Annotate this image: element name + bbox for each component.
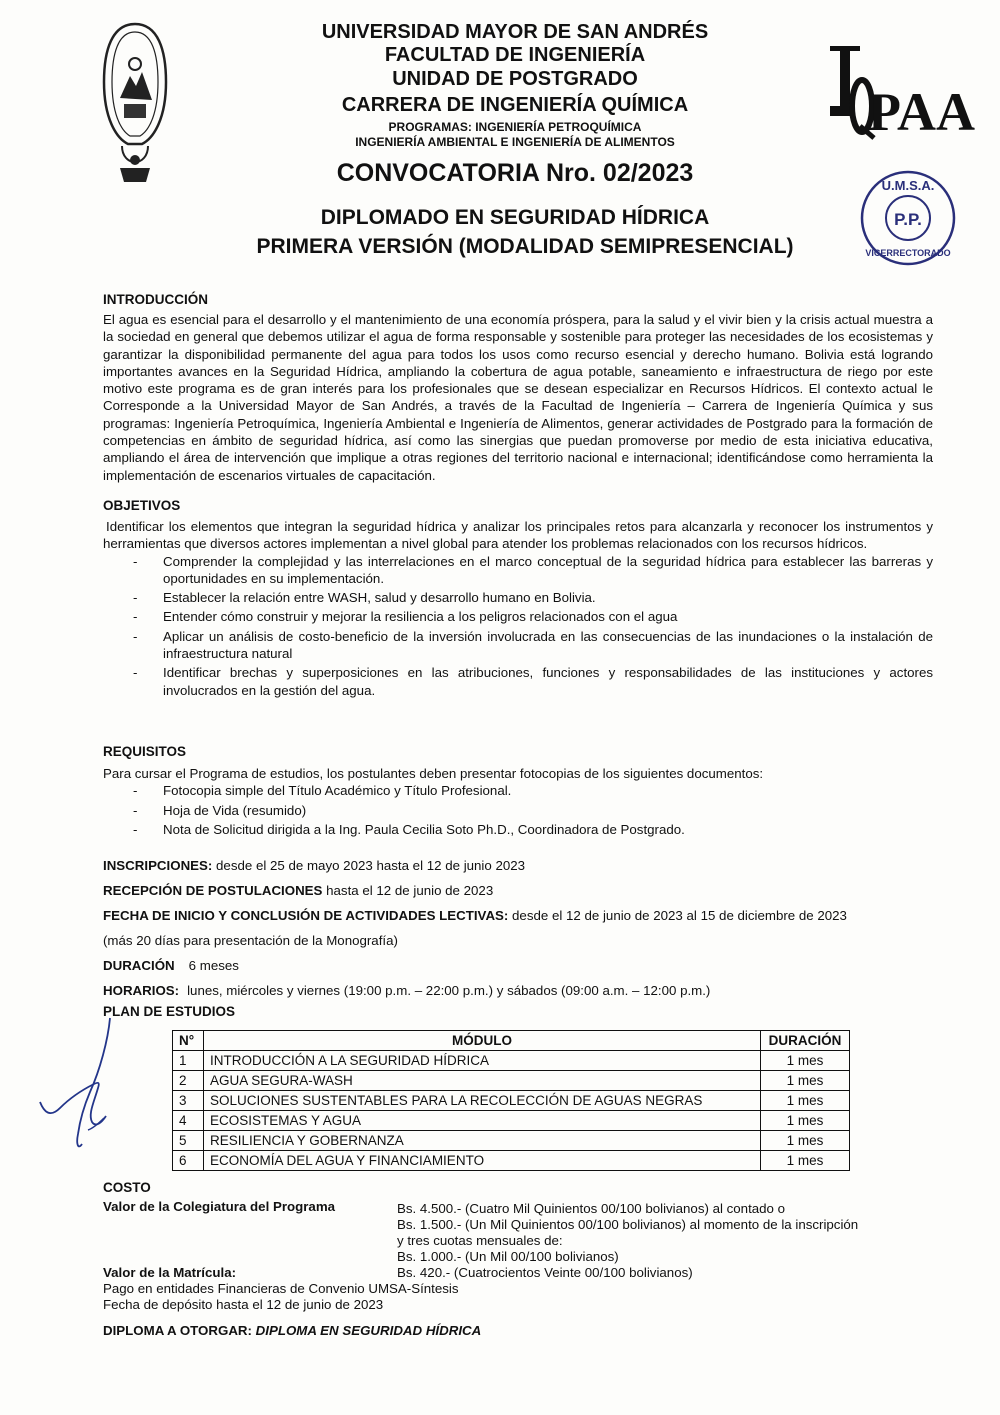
list-item: - Hoja de Vida (resumido): [103, 802, 933, 819]
column-header-duration: DURACIÓN: [761, 1031, 850, 1051]
enrollment-value: Bs. 420.- (Cuatrocientos Veinte 00/100 bolivianos): [397, 1265, 693, 1280]
table-row: [173, 1131, 850, 1151]
cell-number: 4: [173, 1111, 204, 1131]
tuition-line: Bs. 1.000.- (Un Mil 00/100 bolivianos): [397, 1249, 619, 1264]
duration-line: [103, 957, 239, 974]
list-item: - Fotocopia simple del Título Académico y Título Profesional.: [103, 782, 933, 799]
list-item: - Entender cómo construir y mejorar la resiliencia a los peligros relacionados con el agua: [103, 608, 933, 625]
column-header-number: N°: [173, 1031, 204, 1051]
plan-table: [172, 1030, 850, 1171]
dates-value: desde el 12 de junio de 2023 al 15 de diciembre de 2023: [508, 908, 847, 923]
intro-paragraph: El agua es esencial para el desarrollo y el mantenimiento de una economía próspera, para la salud y el vivir bien y la crisis actual muestra a la sociedad en general que debemos utilizar el agua de forma responsable y sostenible para proteger las necesidades de los ecosistemas y garantizar la disponibilidad permanente del agua para todos los usos como recurso esencial y derecho humano. Bolivia está logrando importantes avances en la Seguridad Hídrica, ampliando la cobertura de agua potable, saneamiento e infraestructura de riego por este motivo este programa es de gran interés para los profesionales que se desean especializar en Recursos Hídricos. El contexto actual le Corresponde a la Universidad Mayor de San Andrés, a través de la Facultad de Ingeniería – Carrera de Ingeniería Química y sus programas: Ingeniería Petroquímica, Ingeniería Ambiental e Ingeniería de Alimentos, generar actividades de Postgrado para la formación de competencias en ámbito de seguridad hídrica, así como las sinergias que puedan promoverse por medio de esta iniciativa educativa, ampliando el área de intervención que implique a otras regiones del territorio nacional e internacional; identificándose como herramienta la implementación de escenarios virtuales de capacitación.: [103, 312, 933, 483]
inscriptions-label: INSCRIPCIONES:: [103, 858, 213, 873]
objectives-paragraph: Identificar los elementos que integran la seguridad hídrica y analizar los principales retos para alcanzarla y reconocer los instrumentos y herramientas que diversos actores implementan a nivel global para atender los problemas relacionados con los recursos hídricos.: [103, 519, 933, 552]
reception-value: hasta el 12 de junio de 2023: [322, 883, 494, 898]
table-row: [173, 1071, 850, 1091]
payment-line: Pago en entidades Financieras de Convenio UMSA-Síntesis: [103, 1281, 459, 1296]
university-name: UNIVERSIDAD MAYOR DE SAN ANDRÉS: [321, 21, 709, 43]
cell-duration: 1 mes: [761, 1071, 850, 1091]
cell-number: 5: [173, 1131, 204, 1151]
objectives-list: [103, 553, 933, 699]
table-row: [173, 1151, 850, 1171]
cell-number: 6: [173, 1151, 204, 1171]
table-row: [173, 1111, 850, 1131]
table-header-row: [173, 1031, 850, 1051]
inscriptions-value: desde el 25 de mayo 2023 hasta el 12 de junio 2023: [212, 858, 526, 873]
hours-value: lunes, miércoles y viernes (19:00 p.m. – 22:00 p.m.) y sábados (09:00 a.m. – 12:00 p.m.): [187, 983, 711, 998]
inscriptions-line: [103, 857, 525, 874]
plan-heading: PLAN DE ESTUDIOS: [103, 1004, 236, 1019]
hours-line: [103, 982, 710, 999]
program-title: DIPLOMADO EN SEGURIDAD HÍDRICA: [320, 206, 710, 229]
deposit-line: Fecha de depósito hasta el 12 de junio de 2023: [103, 1297, 384, 1312]
programs-line-2: INGENIERÍA AMBIENTAL E INGENIERÍA DE ALIMENTOS: [355, 135, 675, 149]
faculty-name: FACULTAD DE INGENIERÍA: [384, 44, 646, 66]
dates-note: (más 20 días para presentación de la Monografía): [103, 933, 398, 948]
duration-value: 6 meses: [188, 958, 239, 973]
cell-duration: 1 mes: [761, 1111, 850, 1131]
dates-label: FECHA DE INICIO Y CONCLUSIÓN DE ACTIVIDADES LECTIVAS:: [103, 908, 509, 923]
duration-label: DURACIÓN: [103, 958, 175, 973]
svg-text:VICERRECTORADO: VICERRECTORADO: [865, 248, 951, 258]
table-row: [173, 1091, 850, 1111]
objectives-block: [103, 518, 933, 701]
tuition-line: Bs. 4.500.- (Cuatro Mil Quinientos 00/100 bolivianos) al contado o: [397, 1201, 786, 1216]
enrollment-label: Valor de la Matrícula:: [103, 1265, 237, 1280]
list-item: - Comprender la complejidad y las interrelaciones en el marco conceptual de la seguridad hídrica para establecer las barreras y oportunidades en su implementación.: [103, 553, 933, 588]
cell-number: 1: [173, 1051, 204, 1071]
column-header-module: MÓDULO: [204, 1031, 761, 1051]
diploma-value: DIPLOMA EN SEGURIDAD HÍDRICA: [255, 1323, 482, 1338]
reception-line: [103, 882, 493, 899]
cell-module: RESILIENCIA Y GOBERNANZA: [204, 1131, 761, 1151]
cost-heading: COSTO: [103, 1180, 151, 1195]
cell-module: ECOSISTEMAS Y AGUA: [204, 1111, 761, 1131]
cell-module: INTRODUCCIÓN A LA SEGURIDAD HÍDRICA: [204, 1051, 761, 1071]
career-name: CARRERA DE INGENIERÍA QUÍMICA: [341, 94, 689, 116]
cell-number: 2: [173, 1071, 204, 1091]
university-seal: [100, 20, 170, 190]
cell-number: 3: [173, 1091, 204, 1111]
svg-text:P.P.: P.P.: [894, 210, 922, 229]
cell-module: ECONOMÍA DEL AGUA Y FINANCIAMIENTO: [204, 1151, 761, 1171]
requirements-list: [103, 782, 933, 838]
diploma-label: DIPLOMA A OTORGAR:: [103, 1323, 252, 1338]
objectives-heading: OBJETIVOS: [103, 498, 181, 513]
list-item: - Aplicar un análisis de costo-beneficio de la inversión involucrada en las consecuencias de las inundaciones o la instalación de infraestructura natural: [103, 628, 933, 663]
call-number: CONVOCATORIA Nro. 02/2023: [336, 159, 694, 187]
tuition-line: Bs. 1.500.- (Un Mil Quinientos 00/100 bolivianos) al momento de la inscripción: [397, 1217, 859, 1232]
requirements-heading: REQUISITOS: [103, 744, 187, 759]
list-item: - Identificar brechas y superposiciones en las atribuciones, funciones y responsabilidades de las instituciones y actores involucrados en la gestión del agua.: [103, 664, 933, 699]
intro-heading: INTRODUCCIÓN: [103, 292, 208, 307]
cell-duration: 1 mes: [761, 1051, 850, 1071]
list-item: - Nota de Solicitud dirigida a la Ing. Paula Cecilia Soto Ph.D., Coordinadora de Postgrado.: [103, 821, 933, 838]
cell-duration: 1 mes: [761, 1151, 850, 1171]
cell-duration: 1 mes: [761, 1091, 850, 1111]
cell-duration: 1 mes: [761, 1131, 850, 1151]
svg-text:PAA: PAA: [868, 82, 975, 142]
list-item: - Establecer la relación entre WASH, salud y desarrollo humano en Bolivia.: [103, 589, 933, 606]
cell-module: SOLUCIONES SUSTENTABLES PARA LA RECOLECCIÓN DE AGUAS NEGRAS: [204, 1091, 761, 1111]
tuition-label: Valor de la Colegiatura del Programa: [103, 1199, 336, 1214]
reception-label: RECEPCIÓN DE POSTULACIONES: [103, 883, 323, 898]
iqpaa-logo: [826, 44, 976, 144]
vicerrectorado-stamp: [858, 168, 958, 268]
diploma-line: [103, 1323, 481, 1339]
dates-line: [103, 907, 847, 924]
table-row: [173, 1051, 850, 1071]
programs-line-1: PROGRAMAS: INGENIERÍA PETROQUÍMICA: [388, 120, 642, 134]
handwritten-signature: [38, 1010, 128, 1160]
hours-label: HORARIOS:: [103, 983, 180, 998]
svg-text:U.M.S.A.: U.M.S.A.: [881, 178, 935, 193]
requirements-paragraph: Para cursar el Programa de estudios, los postulantes deben presentar fotocopias de los siguientes documentos:: [103, 766, 764, 781]
tuition-line: y tres cuotas mensuales de:: [397, 1233, 563, 1248]
unit-name: UNIDAD DE POSTGRADO: [392, 68, 638, 90]
program-subtitle: PRIMERA VERSIÓN (MODALIDAD SEMIPRESENCIAL): [256, 235, 794, 258]
cell-module: AGUA SEGURA-WASH: [204, 1071, 761, 1091]
requirements-block: [103, 765, 933, 840]
